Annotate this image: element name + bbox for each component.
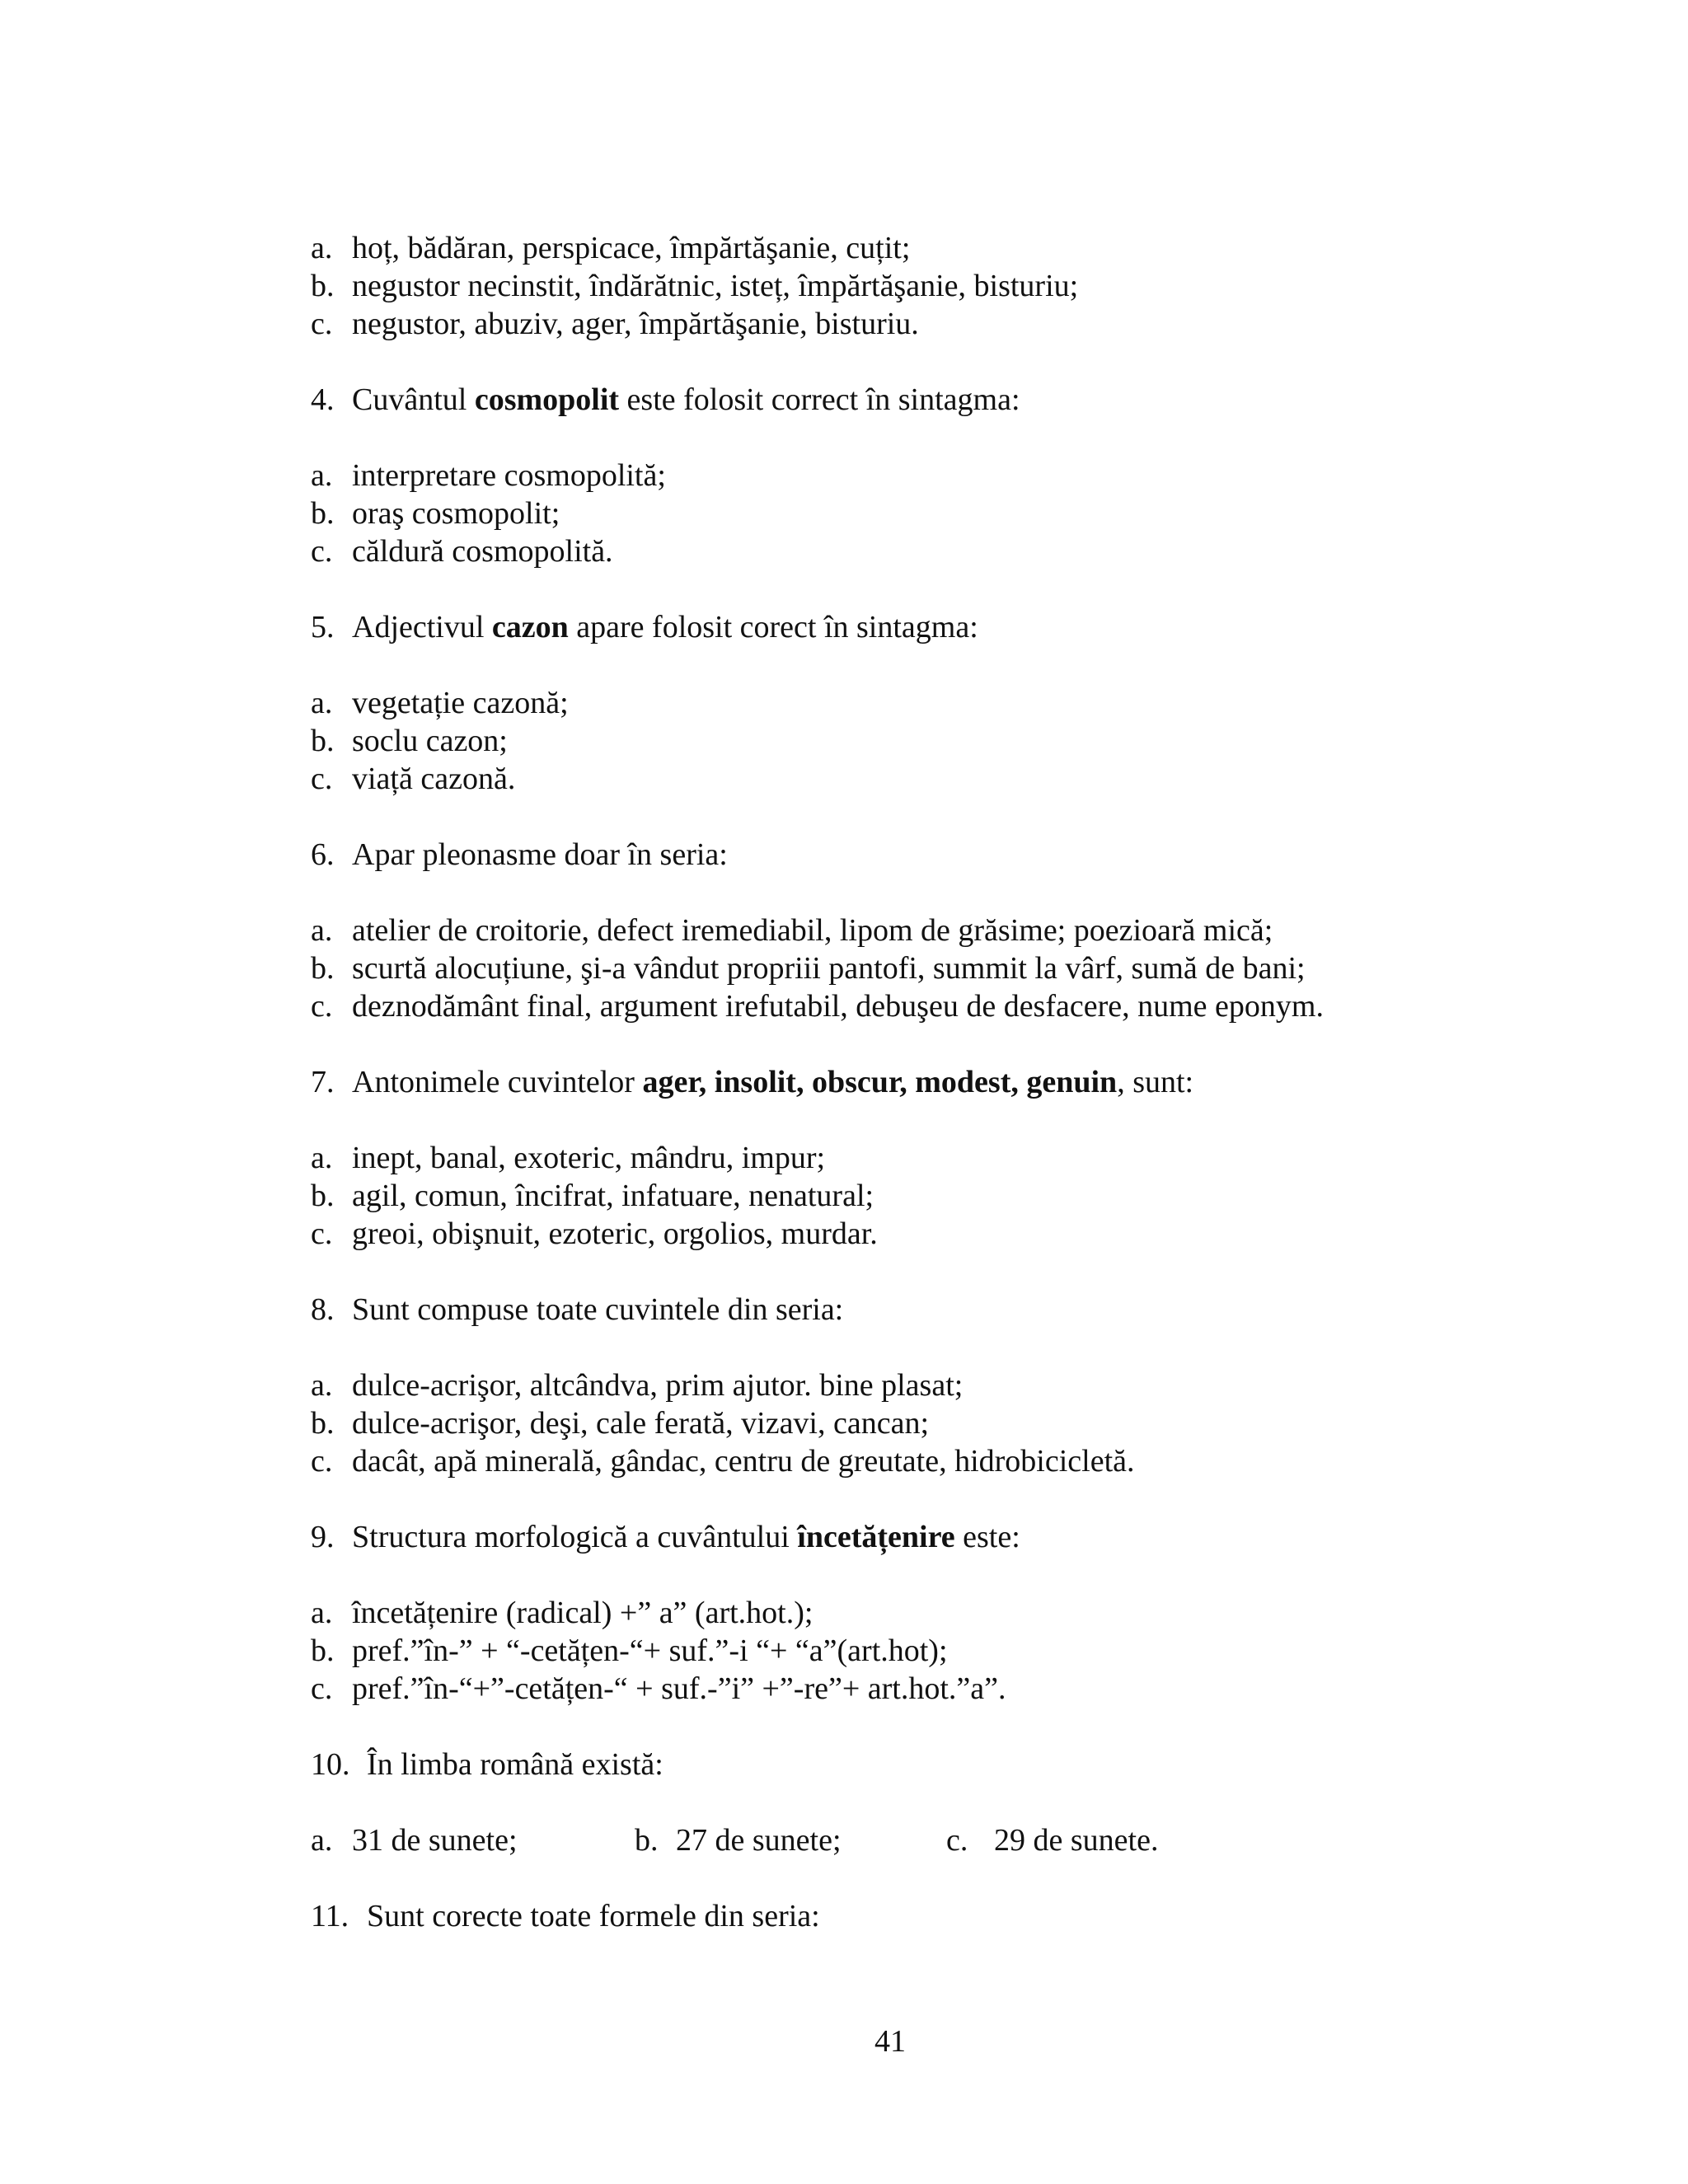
option-letter: b. bbox=[311, 1179, 335, 1213]
q6-option-a bbox=[311, 912, 1547, 949]
question-number: 11. bbox=[311, 1899, 349, 1933]
q10-options-row bbox=[311, 1821, 1547, 1859]
question-text-post: este folosit correct în sintagma: bbox=[619, 382, 1020, 417]
option-letter: b. bbox=[635, 1823, 659, 1858]
question-10 bbox=[311, 1746, 1547, 1783]
option-text: negustor necinstit, îndărătnic, isteț, împărtăşanie, bisturiu; bbox=[352, 269, 1079, 303]
option-text: scurtă alocuțiune, şi-a vândut propriii pantofi, summit la vârf, sumă de bani; bbox=[352, 951, 1306, 986]
q10-option-c bbox=[946, 1821, 1158, 1859]
option-text: dulce-acrişor, altcândva, prim ajutor. bine plasat; bbox=[352, 1368, 964, 1403]
question-8 bbox=[311, 1291, 1547, 1329]
spacer bbox=[311, 1253, 1547, 1291]
q10-option-a bbox=[311, 1821, 518, 1859]
option-text: viață cazonă. bbox=[352, 762, 516, 796]
option-letter: b. bbox=[311, 496, 335, 531]
option-text: 29 de sunete. bbox=[994, 1823, 1159, 1858]
spacer bbox=[311, 874, 1547, 912]
option-letter: a. bbox=[311, 913, 333, 948]
option-letter: a. bbox=[311, 1596, 333, 1630]
option-letter: a. bbox=[311, 1141, 333, 1175]
option-text: pref.”în-“+”-cetățen-“ + suf.-”i” +”-re”+ art.hot.”a”. bbox=[352, 1671, 1006, 1706]
question-4 bbox=[311, 381, 1547, 419]
question-keyword: cosmopolit bbox=[474, 382, 620, 417]
option-letter: c. bbox=[311, 307, 333, 341]
question-text-pre: Adjectivul bbox=[352, 610, 492, 644]
option-text: dacât, apă minerală, gândac, centru de greutate, hidrobicicletă. bbox=[352, 1444, 1135, 1479]
option-letter: a. bbox=[311, 231, 333, 265]
spacer bbox=[311, 1025, 1547, 1063]
question-text-pre: Structura morfologică a cuvântului bbox=[352, 1520, 798, 1554]
q5-option-a bbox=[311, 684, 1547, 722]
option-text: soclu cazon; bbox=[352, 724, 508, 758]
option-text: căldură cosmopolită. bbox=[352, 534, 613, 569]
option-text: dulce-acrişor, deşi, cale ferată, vizavi, cancan; bbox=[352, 1406, 930, 1441]
q7-option-a bbox=[311, 1139, 1547, 1177]
spacer bbox=[311, 570, 1547, 608]
spacer bbox=[311, 1859, 1547, 1897]
option-letter: c. bbox=[946, 1823, 968, 1858]
q7-option-c bbox=[311, 1215, 1547, 1253]
question-text: Sunt compuse toate cuvintele din seria: bbox=[352, 1292, 844, 1327]
question-keyword: încetățenire bbox=[797, 1520, 955, 1554]
q3-option-a bbox=[311, 229, 1547, 267]
option-letter: b. bbox=[311, 724, 335, 758]
option-letter: c. bbox=[311, 989, 333, 1024]
q3-option-b bbox=[311, 267, 1547, 305]
spacer bbox=[311, 1708, 1547, 1746]
question-number: 5. bbox=[311, 610, 335, 644]
option-text: inept, banal, exoteric, mândru, impur; bbox=[352, 1141, 826, 1175]
option-text: agil, comun, încifrat, infatuare, nenatural; bbox=[352, 1179, 874, 1213]
q9-option-c bbox=[311, 1670, 1547, 1708]
spacer bbox=[311, 798, 1547, 836]
option-letter: c. bbox=[311, 1216, 333, 1251]
q9-option-a bbox=[311, 1594, 1547, 1632]
q4-option-b bbox=[311, 494, 1547, 532]
option-text: atelier de croitorie, defect iremediabil, lipom de grăsime; poezioară mică; bbox=[352, 913, 1273, 948]
spacer bbox=[311, 1329, 1547, 1366]
option-text: vegetație cazonă; bbox=[352, 686, 569, 720]
question-text-pre: Antonimele cuvintelor bbox=[352, 1065, 643, 1099]
q7-option-b bbox=[311, 1177, 1547, 1215]
option-text: hoț, bădăran, perspicace, împărtăşanie, cuțit; bbox=[352, 231, 911, 265]
option-text: interpretare cosmopolită; bbox=[352, 458, 666, 493]
question-text-post: este: bbox=[954, 1520, 1020, 1554]
q6-option-b bbox=[311, 949, 1547, 987]
option-text: oraş cosmopolit; bbox=[352, 496, 560, 531]
q4-option-a bbox=[311, 457, 1547, 494]
question-number: 9. bbox=[311, 1520, 335, 1554]
page-content bbox=[311, 229, 1547, 1935]
question-number: 10. bbox=[311, 1747, 350, 1782]
option-letter: b. bbox=[311, 269, 335, 303]
option-letter: c. bbox=[311, 1444, 333, 1479]
q8-option-a bbox=[311, 1366, 1547, 1404]
option-letter: b. bbox=[311, 1633, 335, 1668]
page-number: 41 bbox=[874, 2024, 906, 2059]
option-text: încetățenire (radical) +” a” (art.hot.); bbox=[352, 1596, 814, 1630]
spacer bbox=[311, 1480, 1547, 1518]
q10-option-b bbox=[635, 1821, 842, 1859]
option-text: 31 de sunete; bbox=[352, 1823, 518, 1858]
q8-option-b bbox=[311, 1404, 1547, 1442]
question-keyword: ager, insolit, obscur, modest, genuin bbox=[642, 1065, 1118, 1099]
option-letter: a. bbox=[311, 458, 333, 493]
option-text: 27 de sunete; bbox=[676, 1823, 842, 1858]
spacer bbox=[311, 1556, 1547, 1594]
question-number: 8. bbox=[311, 1292, 335, 1327]
spacer bbox=[311, 1101, 1547, 1139]
spacer bbox=[311, 343, 1547, 381]
option-text: greoi, obişnuit, ezoteric, orgolios, murdar. bbox=[352, 1216, 878, 1251]
question-text-pre: Cuvântul bbox=[352, 382, 475, 417]
option-letter: a. bbox=[311, 686, 333, 720]
question-9 bbox=[311, 1518, 1547, 1556]
question-7 bbox=[311, 1063, 1547, 1101]
option-text: deznodământ final, argument irefutabil, debuşeu de desfacere, nume eponym. bbox=[352, 989, 1324, 1024]
question-text-post: apare folosit corect în sintagma: bbox=[568, 610, 978, 644]
question-11 bbox=[311, 1897, 1547, 1935]
q9-option-b bbox=[311, 1632, 1547, 1670]
q5-option-c bbox=[311, 760, 1547, 798]
question-keyword: cazon bbox=[491, 610, 569, 644]
option-letter: c. bbox=[311, 1671, 333, 1706]
question-number: 4. bbox=[311, 382, 335, 417]
spacer bbox=[311, 419, 1547, 457]
q3-option-c bbox=[311, 305, 1547, 343]
question-text: În limba română există: bbox=[367, 1747, 663, 1782]
option-text: pref.”în-” + “-cetățen-“+ suf.”-i “+ “a”(art.hot); bbox=[352, 1633, 948, 1668]
question-6 bbox=[311, 836, 1547, 874]
q4-option-c bbox=[311, 532, 1547, 570]
q8-option-c bbox=[311, 1442, 1547, 1480]
question-text-post: , sunt: bbox=[1117, 1065, 1194, 1099]
option-letter: b. bbox=[311, 1406, 335, 1441]
option-text: negustor, abuziv, ager, împărtăşanie, bisturiu. bbox=[352, 307, 919, 341]
q6-option-c bbox=[311, 987, 1547, 1025]
option-letter: b. bbox=[311, 951, 335, 986]
spacer bbox=[311, 646, 1547, 684]
option-letter: a. bbox=[311, 1368, 333, 1403]
q5-option-b bbox=[311, 722, 1547, 760]
option-letter: c. bbox=[311, 762, 333, 796]
option-letter: a. bbox=[311, 1823, 333, 1858]
question-number: 7. bbox=[311, 1065, 335, 1099]
question-number: 6. bbox=[311, 837, 335, 872]
question-text: Sunt corecte toate formele din seria: bbox=[367, 1899, 820, 1933]
question-text: Apar pleonasme doar în seria: bbox=[352, 837, 728, 872]
spacer bbox=[311, 1783, 1547, 1821]
question-5 bbox=[311, 608, 1547, 646]
option-letter: c. bbox=[311, 534, 333, 569]
